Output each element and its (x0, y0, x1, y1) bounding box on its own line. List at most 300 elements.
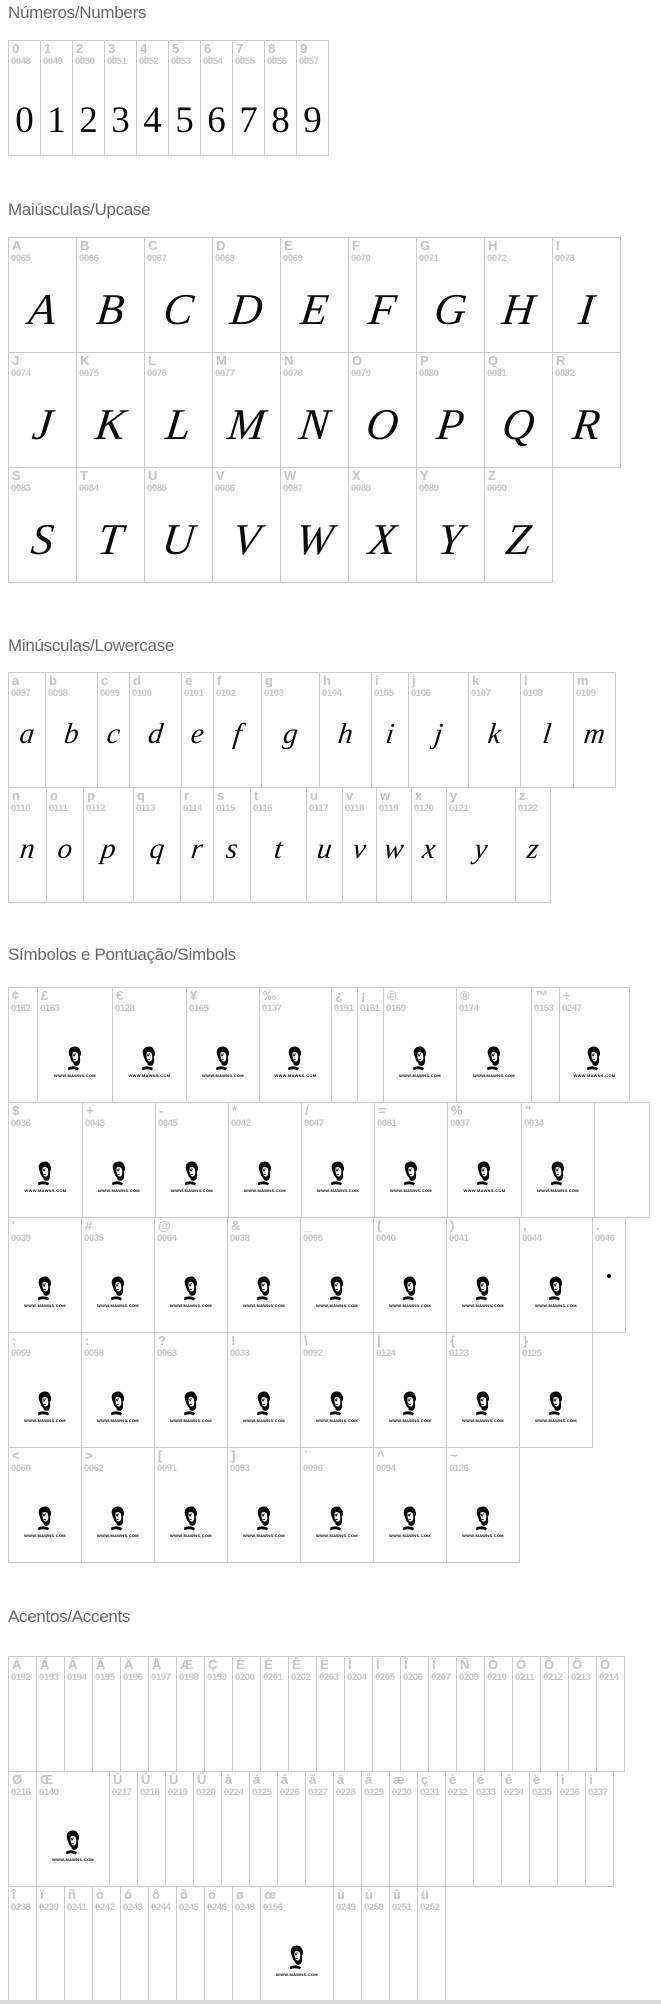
cell-unicode-label: 0080 (419, 368, 439, 379)
cell-char-label: Ä (124, 1657, 134, 1672)
cell-char-label: M (216, 353, 227, 368)
charmap-row (8, 1217, 626, 1333)
cell-char-label: d (133, 673, 141, 688)
cell-char-label: 2 (76, 41, 83, 56)
cell-char-label: î (12, 1887, 16, 1902)
section-title-symbols: Símbolos e Pontuação/Simbols (8, 945, 236, 964)
cell-unicode-label: 0220 (196, 1787, 216, 1798)
char-cell (228, 1102, 302, 1218)
watermark-url-text: WWW.MAWNS.COM (171, 1188, 213, 1193)
cell-unicode-label: 0036 (11, 1118, 31, 1129)
cell-char-label: L (148, 353, 156, 368)
cell-unicode-label: 0140 (39, 1787, 59, 1798)
char-cell (249, 1771, 278, 1887)
char-cell (92, 1656, 121, 1772)
char-cell (36, 1656, 65, 1772)
cell-char-label: K (80, 353, 90, 368)
notdef-face-glyph (228, 1276, 300, 1308)
cell-unicode-label: 0238 (11, 1902, 31, 1913)
cell-char-label: ® (460, 988, 470, 1003)
cell-char-label: N (284, 353, 294, 368)
notdef-face-glyph (374, 1506, 446, 1538)
cell-char-label: X (352, 468, 361, 483)
char-cell (484, 467, 553, 583)
cell-unicode-label: 0243 (123, 1902, 143, 1913)
char-cell (133, 787, 181, 903)
char-cell (319, 672, 372, 788)
watermark-url-text: WWW.MAWNS.COM (274, 1073, 317, 1078)
cell-unicode-label: 0040 (376, 1233, 396, 1244)
char-cell (305, 1771, 334, 1887)
char-cell (8, 1332, 82, 1448)
face-silhouette-icon (35, 1161, 56, 1187)
char-cell (300, 1447, 374, 1563)
char-cell (40, 40, 73, 156)
face-silhouette-icon (546, 1391, 567, 1417)
char-cell (372, 1656, 401, 1772)
digit-glyph: 3 (111, 100, 130, 141)
char-cell (92, 1886, 121, 2002)
cell-char-label: â (281, 1772, 288, 1787)
watermark-url-text: WWW.MAWNS.COM (462, 1533, 504, 1538)
cell-unicode-label: 0196 (123, 1672, 143, 1683)
script-uppercase-glyph: L (163, 400, 194, 449)
digit-glyph: 2 (79, 100, 98, 141)
cell-char-label: ö (208, 1887, 216, 1902)
script-uppercase-glyph: Z (503, 515, 534, 564)
charmap-row (8, 352, 621, 468)
cell-unicode-label: 0051 (107, 56, 127, 67)
script-uppercase-glyph: C (160, 285, 197, 334)
char-cell (221, 1771, 250, 1887)
cell-unicode-label: 0204 (347, 1672, 367, 1683)
char-cell (428, 1656, 457, 1772)
cell-unicode-label: 0091 (157, 1463, 177, 1474)
notdef-face-glyph (37, 1830, 109, 1862)
cell-unicode-label: 0047 (304, 1118, 324, 1129)
face-silhouette-icon (401, 1161, 422, 1187)
cell-char-label: H (488, 238, 498, 253)
charmap-row (8, 467, 553, 583)
cell-unicode-label: 0162 (11, 1003, 31, 1014)
char-cell (46, 787, 84, 903)
script-lowercase-glyph: c (105, 718, 122, 750)
cell-unicode-label: 0087 (283, 483, 303, 494)
char-cell (383, 987, 457, 1103)
char-cell (8, 672, 46, 788)
cell-char-label: í (589, 1772, 593, 1787)
cell-unicode-label: 0105 (374, 688, 394, 699)
cell-unicode-label: 0039 (11, 1233, 31, 1244)
char-cell (596, 1656, 625, 1772)
cell-unicode-label: 0072 (487, 253, 507, 264)
cell-unicode-label: 0237 (588, 1787, 608, 1798)
char-cell (400, 1656, 429, 1772)
char-cell (213, 787, 251, 903)
char-cell (371, 672, 409, 788)
cell-char-label: D (216, 238, 226, 253)
cell-unicode-label: 0121 (449, 803, 469, 814)
watermark-url-text: WWW.MAWNS.COM (463, 1188, 506, 1193)
cell-char-label: ) (450, 1218, 455, 1233)
notdef-face-glyph (155, 1276, 227, 1308)
cell-char-label: r (184, 788, 189, 803)
char-cell (72, 40, 105, 156)
cell-unicode-label: 0123 (449, 1348, 469, 1359)
watermark-url-text: WWW.MAWNS.COM (202, 1073, 244, 1078)
char-cell (552, 237, 621, 353)
cell-char-label: Ñ (460, 1657, 470, 1672)
face-silhouette-icon (285, 1046, 306, 1072)
char-cell (148, 1656, 177, 1772)
char-cell (316, 1656, 345, 1772)
char-cell (81, 1447, 155, 1563)
cell-unicode-label: 0216 (11, 1787, 31, 1798)
face-silhouette-icon (473, 1391, 494, 1417)
cell-unicode-label: 0126 (449, 1463, 469, 1474)
cell-unicode-label: 0122 (518, 803, 538, 814)
char-cell (446, 1332, 520, 1448)
digit-glyph: 9 (303, 100, 322, 141)
notdef-face-glyph (82, 1276, 154, 1308)
cell-char-label: ó (124, 1887, 132, 1902)
char-cell (186, 987, 260, 1103)
script-lowercase-glyph: g (281, 718, 300, 750)
char-cell (193, 1771, 222, 1887)
char-cell (520, 672, 574, 788)
cell-unicode-label: 0083 (11, 483, 31, 494)
cell-char-label: E (284, 238, 293, 253)
cell-char-label: y (450, 788, 457, 803)
char-cell (8, 987, 38, 1103)
face-silhouette-icon (327, 1506, 348, 1532)
cell-char-label: Ü (197, 1772, 207, 1787)
cell-unicode-label: 0070 (351, 253, 371, 264)
watermark-url-text: WWW.MAWNS.COM (97, 1303, 139, 1308)
cell-unicode-label: 0100 (132, 688, 152, 699)
cell-char-label: £ (41, 988, 48, 1003)
char-cell (288, 1656, 317, 1772)
cell-char-label: ! (231, 1333, 236, 1348)
char-cell (594, 1102, 650, 1218)
cell-char-label: " (525, 1103, 531, 1118)
cell-unicode-label: 0251 (392, 1902, 412, 1913)
cell-unicode-label: 0052 (139, 56, 159, 67)
cell-char-label: À (12, 1657, 22, 1672)
cell-char-label: R (556, 353, 566, 368)
cell-char-label: ï (40, 1887, 44, 1902)
cell-unicode-label: 0068 (215, 253, 235, 264)
char-cell (557, 1771, 586, 1887)
cell-char-label: 8 (268, 41, 275, 56)
notdef-face-glyph (375, 1161, 447, 1193)
char-cell (357, 987, 384, 1103)
notdef-face-glyph (447, 1506, 519, 1538)
char-cell (212, 237, 281, 353)
cell-char-label: W (284, 468, 296, 483)
cell-char-label: Û (169, 1772, 179, 1787)
cell-unicode-label: 0094 (376, 1463, 396, 1474)
char-cell (129, 672, 182, 788)
notdef-face-glyph (520, 1276, 592, 1308)
char-cell (529, 1771, 558, 1887)
char-cell (227, 1332, 301, 1448)
watermark-url-text: WWW.MAWNS.COM (243, 1533, 285, 1538)
char-cell (212, 467, 281, 583)
cell-char-label: 9 (300, 41, 307, 56)
char-cell (568, 1656, 597, 1772)
char-cell (8, 467, 77, 583)
char-cell (519, 1332, 593, 1448)
notdef-face-glyph (302, 1161, 374, 1193)
char-cell (531, 987, 560, 1103)
char-cell (37, 987, 113, 1103)
cell-char-label: ã (309, 1772, 316, 1787)
char-cell (83, 787, 134, 903)
cell-char-label: C (148, 238, 158, 253)
cell-char-label: Ø (12, 1772, 22, 1787)
cell-char-label: õ (180, 1887, 188, 1902)
char-cell (137, 1771, 166, 1887)
cell-char-label: / (305, 1103, 309, 1118)
watermark-url-text: WWW.MAWNS.COM (128, 1073, 171, 1078)
face-silhouette-icon (254, 1506, 275, 1532)
script-uppercase-glyph: S (28, 515, 57, 564)
notdef-face-glyph (457, 1046, 531, 1078)
cell-char-label: Q (488, 353, 498, 368)
notdef-face-glyph (82, 1506, 154, 1538)
face-silhouette-icon (400, 1391, 421, 1417)
script-lowercase-glyph: l (541, 718, 554, 750)
cell-char-label: G (420, 238, 430, 253)
notdef-face-glyph (9, 1506, 81, 1538)
char-cell (501, 1771, 530, 1887)
cell-char-label: Ì (348, 1657, 352, 1672)
cell-char-label: | (377, 1333, 381, 1348)
watermark-url-text: WWW.MAWNS.COM (537, 1188, 579, 1193)
cell-unicode-label: 0077 (215, 368, 235, 379)
script-uppercase-glyph: O (363, 400, 402, 449)
charmap-row (8, 1102, 650, 1218)
char-cell (447, 1102, 522, 1218)
char-cell (36, 1886, 65, 2002)
cell-unicode-label: 0217 (112, 1787, 132, 1798)
cell-unicode-label: 0109 (576, 688, 596, 699)
cell-char-label: } (523, 1333, 528, 1348)
notdef-face-glyph (448, 1161, 521, 1193)
cell-char-label: Æ (180, 1657, 193, 1672)
char-cell (468, 672, 521, 788)
char-cell (333, 1771, 362, 1887)
script-lowercase-glyph: z (525, 833, 541, 865)
face-silhouette-icon (484, 1046, 505, 1072)
char-cell (227, 1217, 301, 1333)
notdef-face-glyph (560, 1046, 629, 1078)
char-cell (331, 987, 358, 1103)
watermark-url-text: WWW.MAWNS.COM (462, 1418, 504, 1423)
cell-char-label: l (524, 673, 528, 688)
script-uppercase-glyph: V (230, 515, 264, 564)
script-lowercase-glyph: o (55, 833, 75, 865)
face-silhouette-icon (474, 1161, 495, 1187)
cell-unicode-label: 0107 (471, 688, 491, 699)
char-cell (484, 352, 553, 468)
cell-unicode-label: 0110 (11, 803, 31, 814)
face-silhouette-icon (108, 1506, 129, 1532)
script-uppercase-glyph: B (94, 285, 128, 334)
cell-char-label: ‰ (263, 988, 276, 1003)
script-uppercase-glyph: G (431, 285, 470, 334)
cell-unicode-label: 0033 (230, 1348, 250, 1359)
cell-char-label: ^ (377, 1448, 385, 1463)
cell-unicode-label: 0058 (84, 1348, 104, 1359)
char-cell (45, 672, 98, 788)
char-cell (154, 1217, 228, 1333)
cell-unicode-label: 0112 (86, 803, 106, 814)
script-uppercase-glyph: K (92, 400, 129, 449)
watermark-url-text: WWW.MAWNS.COM (316, 1303, 358, 1308)
char-cell (8, 1447, 82, 1563)
cell-unicode-label: 0230 (392, 1787, 412, 1798)
cell-char-label: æ (393, 1772, 405, 1787)
charmap-row (8, 1656, 625, 1772)
char-cell (344, 1656, 373, 1772)
cell-char-label: g (265, 673, 273, 688)
char-cell (144, 467, 213, 583)
cell-char-label: € (116, 988, 123, 1003)
section-title-uppercase: Maiúsculas/Upcase (8, 200, 151, 219)
cell-unicode-label: 0056 (267, 56, 287, 67)
char-cell (82, 1102, 156, 1218)
cell-char-label: ä (337, 1772, 344, 1787)
cell-unicode-label: 0034 (524, 1118, 544, 1129)
char-cell (446, 1447, 520, 1563)
char-cell (417, 1771, 446, 1887)
face-silhouette-icon (400, 1276, 421, 1302)
cell-unicode-label: 0248 (235, 1902, 255, 1913)
face-silhouette-icon (35, 1391, 56, 1417)
cell-unicode-label: 0229 (364, 1787, 384, 1798)
cell-char-label: ( (377, 1218, 382, 1233)
char-cell (81, 1217, 155, 1333)
cell-unicode-label: 0064 (157, 1233, 177, 1244)
cell-char-label: x (415, 788, 422, 803)
cell-unicode-label: 0098 (48, 688, 68, 699)
script-lowercase-glyph: r (189, 833, 205, 865)
charmap-row (8, 1886, 446, 2002)
cell-char-label: V (216, 468, 225, 483)
char-cell (376, 787, 412, 903)
face-silhouette-icon (473, 1506, 494, 1532)
cell-char-label: w (380, 788, 390, 803)
cell-char-label: A (12, 238, 22, 253)
char-cell (120, 1886, 149, 2002)
cell-char-label: T (80, 468, 88, 483)
cell-unicode-label: 0233 (476, 1787, 496, 1798)
cell-unicode-label: 0247 (562, 1003, 582, 1014)
watermark-url-text: WWW.MAWNS.COM (170, 1533, 212, 1538)
cell-unicode-label: 0090 (487, 483, 507, 494)
script-lowercase-glyph: h (336, 718, 355, 750)
cell-char-label: s (217, 788, 224, 803)
cell-unicode-label: 0218 (140, 1787, 160, 1798)
script-uppercase-glyph: E (298, 285, 332, 334)
cell-unicode-label: 0234 (504, 1787, 524, 1798)
cell-unicode-label: 0163 (40, 1003, 60, 1014)
watermark-url-text: WWW.MAWNS.COM (244, 1188, 286, 1193)
cell-char-label: Ú (141, 1772, 151, 1787)
cell-unicode-label: 0117 (309, 803, 329, 814)
cell-unicode-label: 0076 (147, 368, 167, 379)
char-cell (144, 237, 213, 353)
cell-char-label: a (12, 673, 19, 688)
cell-unicode-label: 0069 (283, 253, 303, 264)
char-cell (264, 40, 297, 156)
digit-glyph: 0 (15, 100, 34, 141)
cell-unicode-label: 0193 (39, 1672, 59, 1683)
script-uppercase-glyph: M (225, 400, 268, 449)
cell-unicode-label: 0252 (420, 1902, 440, 1913)
cell-char-label: { (450, 1333, 455, 1348)
char-cell (76, 352, 145, 468)
cell-char-label: S (12, 468, 21, 483)
char-cell (348, 467, 417, 583)
char-cell (154, 1447, 228, 1563)
char-cell (280, 352, 349, 468)
char-cell (136, 40, 169, 156)
char-cell (180, 787, 214, 903)
cell-char-label: Å (152, 1657, 162, 1672)
cell-char-label: Ï (432, 1657, 436, 1672)
cell-unicode-label: 0246 (207, 1902, 227, 1913)
cell-char-label: : (85, 1333, 90, 1348)
cell-unicode-label: 0045 (158, 1118, 178, 1129)
cell-unicode-label: 0113 (136, 803, 156, 814)
notdef-face-glyph (384, 1046, 456, 1078)
cell-unicode-label: 0101 (184, 688, 204, 699)
face-silhouette-icon (181, 1391, 202, 1417)
cell-char-label: É (264, 1657, 273, 1672)
cell-char-label: < (12, 1448, 20, 1463)
cell-char-label: [ (158, 1448, 163, 1463)
char-cell (109, 1771, 138, 1887)
notdef-face-glyph (374, 1276, 446, 1308)
cell-unicode-label: 0046 (595, 1233, 615, 1244)
cell-unicode-label: 0103 (264, 688, 284, 699)
digit-glyph: 6 (207, 100, 226, 141)
watermark-url-text: WWW.MAWNS.COM (573, 1073, 616, 1078)
section-title-accents: Acentos/Accents (8, 1607, 131, 1626)
watermark-url-text: WWW.MAWNS.COM (24, 1418, 66, 1423)
face-silhouette-icon (548, 1161, 569, 1187)
cell-unicode-label: 0099 (100, 688, 120, 699)
cell-unicode-label: 0114 (183, 803, 203, 814)
cell-char-label: é (477, 1772, 484, 1787)
script-lowercase-glyph: v (351, 833, 368, 865)
cell-char-label: Ó (516, 1657, 526, 1672)
cell-char-label: Ã (96, 1657, 106, 1672)
char-cell (81, 1332, 155, 1448)
cell-char-label: ¢ (12, 988, 19, 1003)
cell-unicode-label: 0206 (403, 1672, 423, 1683)
cell-unicode-label: 0195 (95, 1672, 115, 1683)
script-uppercase-glyph: U (159, 515, 198, 564)
script-uppercase-glyph: Q (499, 400, 538, 449)
charmap-row (8, 1332, 593, 1448)
notdef-face-glyph (113, 1046, 186, 1078)
cell-char-label: ÷ (563, 988, 570, 1003)
cell-unicode-label: 0194 (67, 1672, 87, 1683)
